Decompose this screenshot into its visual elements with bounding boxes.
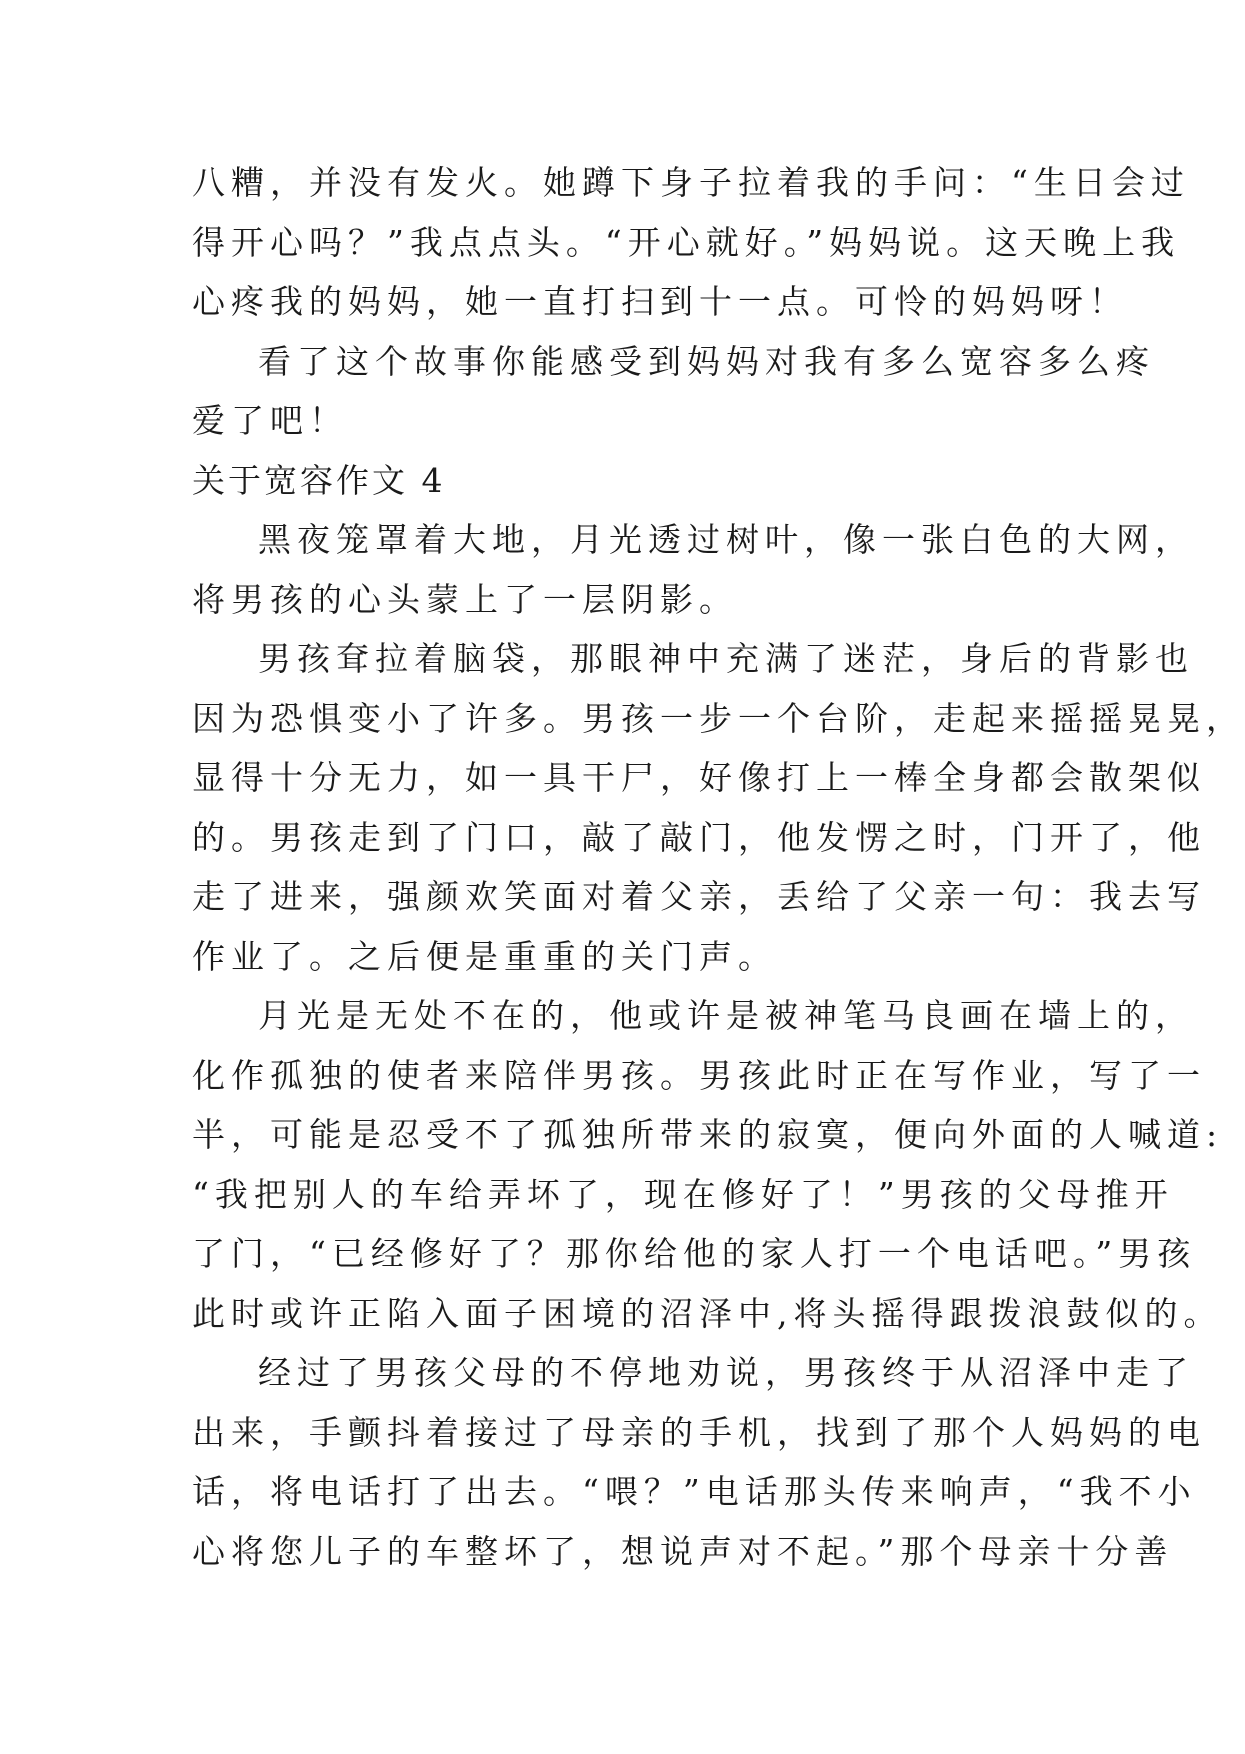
- section-heading: 关于宽容作文 4: [192, 460, 446, 500]
- text-line: 半，可能是忍受不了孤独所带来的寂寞，便向外面的人喊道:: [192, 1115, 1224, 1154]
- paragraph-start-line: 月光是无处不在的，他或许是被神笔马良画在墙上的，: [258, 996, 1194, 1035]
- text-line: 将男孩的心头蒙上了一层阴影。: [192, 579, 738, 619]
- paragraph-start-line: 看了这个故事你能感受到妈妈对我有多么宽容多么疼: [258, 341, 1155, 381]
- text-line: 此时或许正陷入面子困境的沼泽中,将头摇得跟拨浪鼓似的。: [192, 1293, 1223, 1333]
- text-line: 了门，“已经修好了？那你给他的家人打一个电话吧。”男孩: [192, 1234, 1197, 1273]
- text-line: 话，将电话打了出去。“喂？”电话那头传来响声，“我不小: [192, 1472, 1197, 1511]
- text-line: 走了进来，强颜欢笑面对着父亲，丢给了父亲一句：我去写: [192, 877, 1206, 916]
- text-line: 八糟，并没有发火。她蹲下身子拉着我的手问：“生日会过: [192, 163, 1190, 202]
- text-line: 化作孤独的使者来陪伴男孩。男孩此时正在写作业，写了一: [192, 1055, 1206, 1095]
- paragraph-start-line: 经过了男孩父母的不停地劝说，男孩终于从沼泽中走了: [258, 1353, 1194, 1392]
- paragraph-start-line: 男孩耷拉着脑袋，那眼神中充满了迷茫，身后的背影也: [258, 639, 1194, 678]
- text-line: 的。男孩走到了门口，敲了敲门，他发愣之时，门开了，他: [192, 817, 1206, 857]
- text-line: 出来，手颤抖着接过了母亲的手机，找到了那个人妈妈的电: [192, 1412, 1206, 1452]
- text-line: 心将您儿子的车整坏了，想说声对不起。”那个母亲十分善: [192, 1531, 1174, 1571]
- text-line: 心疼我的妈妈，她一直打扫到十一点。可怜的妈妈呀！: [192, 282, 1128, 321]
- text-line: 得开心吗？”我点点头。“开心就好。”妈妈说。这天晚上我: [192, 222, 1181, 262]
- text-line: 显得十分无力，如一具干尸，好像打上一棒全身都会散架似: [192, 758, 1206, 797]
- text-line: “我把别人的车给弄坏了，现在修好了！”男孩的父母推开: [192, 1174, 1174, 1214]
- text-line: 作业了。之后便是重重的关门声。: [192, 936, 777, 976]
- text-line: 因为恐惧变小了许多。男孩一步一个台阶，走起来摇摇晃晃，: [192, 698, 1245, 738]
- document-body: [192, 153, 1245, 1581]
- paragraph-start-line: 黑夜笼罩着大地，月光透过树叶，像一张白色的大网，: [258, 520, 1194, 559]
- text-line: 爱了吧！: [192, 401, 348, 440]
